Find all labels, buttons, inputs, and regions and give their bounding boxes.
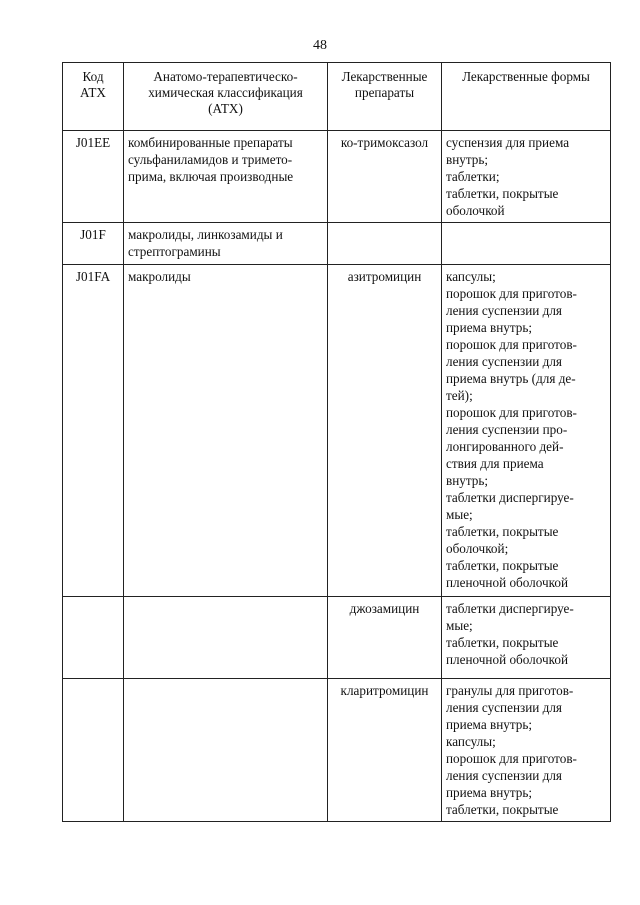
header-code xyxy=(63,63,124,131)
form-line: ления суспензии для xyxy=(446,700,562,715)
form-line: ления суспензии для xyxy=(446,354,562,369)
form-line: порошок для приготов- xyxy=(446,337,577,352)
atx-code-cell xyxy=(63,679,124,822)
table-header-row xyxy=(63,63,611,131)
form-line: пленочной оболочкой xyxy=(446,575,569,590)
classification-line: макролиды xyxy=(128,269,191,284)
table-row xyxy=(63,597,611,679)
form-line: ствия для приема xyxy=(446,456,544,471)
classification-cell xyxy=(124,223,328,265)
forms-cell xyxy=(442,131,611,223)
form-line: тей); xyxy=(446,388,473,403)
form-line: приема внутрь (для де- xyxy=(446,371,576,386)
header-drugs xyxy=(328,63,442,131)
form-line: мые; xyxy=(446,618,473,633)
form-line: ления суспензии про- xyxy=(446,422,568,437)
form-line: порошок для приготов- xyxy=(446,405,577,420)
form-line: внутрь; xyxy=(446,152,489,167)
form-line: таблетки, покрытые xyxy=(446,802,559,817)
form-line: гранулы для приготов- xyxy=(446,683,574,698)
form-line: ления суспензии для xyxy=(446,303,562,318)
forms-cell xyxy=(442,223,611,265)
atx-code-cell xyxy=(63,597,124,679)
drug-cell: кларитромицин xyxy=(328,679,442,822)
form-line: приема внутрь; xyxy=(446,785,533,800)
atx-code-cell: J01F xyxy=(63,223,124,265)
drug-cell: азитромицин xyxy=(328,265,442,597)
classification-cell xyxy=(124,265,328,597)
forms-cell xyxy=(442,597,611,679)
form-line: пленочной оболочкой xyxy=(446,652,569,667)
header-classification xyxy=(124,63,328,131)
header-classification-line: химическая классификация xyxy=(148,85,303,100)
header-forms xyxy=(442,63,611,131)
drug-cell xyxy=(328,223,442,265)
form-line: ления суспензии для xyxy=(446,768,562,783)
header-drugs-line: Лекарственные xyxy=(341,69,428,84)
table-row xyxy=(63,679,611,822)
form-line: таблетки; xyxy=(446,169,500,184)
classification-line: прима, включая производные xyxy=(128,169,294,184)
form-line: оболочкой xyxy=(446,203,505,218)
form-line: таблетки, покрытые xyxy=(446,524,559,539)
classification-line: макролиды, линкозамиды и xyxy=(128,227,283,242)
header-code-line: Код xyxy=(82,69,104,84)
table-row xyxy=(63,265,611,597)
form-line: приема внутрь; xyxy=(446,717,533,732)
form-line: капсулы; xyxy=(446,269,496,284)
drug-cell: ко-тримоксазол xyxy=(328,131,442,223)
drug-cell: джозамицин xyxy=(328,597,442,679)
form-line: приема внутрь; xyxy=(446,320,533,335)
classification-line: сульфаниламидов и тримето- xyxy=(128,152,293,167)
form-line: таблетки диспергируе- xyxy=(446,490,574,505)
form-line: порошок для приготов- xyxy=(446,751,577,766)
header-forms-line: Лекарственные формы xyxy=(462,69,590,84)
classification-line: стрептограмины xyxy=(128,244,221,259)
classification-cell xyxy=(124,131,328,223)
form-line: лонгированного дей- xyxy=(446,439,564,454)
form-line: суспензия для приема xyxy=(446,135,570,150)
header-code-line: АТХ xyxy=(80,85,106,100)
classification-line: комбинированные препараты xyxy=(128,135,293,150)
header-classification-line: Анатомо-терапевтическо- xyxy=(153,69,298,84)
header-drugs-line: препараты xyxy=(354,85,415,100)
table-row xyxy=(63,131,611,223)
form-line: таблетки, покрытые xyxy=(446,635,559,650)
atx-table xyxy=(62,62,611,822)
form-line: таблетки, покрытые xyxy=(446,558,559,573)
table-row xyxy=(63,223,611,265)
atx-code-cell: J01EE xyxy=(63,131,124,223)
form-line: таблетки диспергируе- xyxy=(446,601,574,616)
header-classification-line: (АТХ) xyxy=(208,101,243,116)
forms-cell xyxy=(442,265,611,597)
form-line: капсулы; xyxy=(446,734,496,749)
form-line: мые; xyxy=(446,507,473,522)
form-line: оболочкой; xyxy=(446,541,509,556)
classification-cell xyxy=(124,597,328,679)
form-line: порошок для приготов- xyxy=(446,286,577,301)
form-line: таблетки, покрытые xyxy=(446,186,559,201)
classification-cell xyxy=(124,679,328,822)
atx-code-cell: J01FA xyxy=(63,265,124,597)
forms-cell xyxy=(442,679,611,822)
page-number: 48 xyxy=(313,38,327,53)
form-line: внутрь; xyxy=(446,473,489,488)
